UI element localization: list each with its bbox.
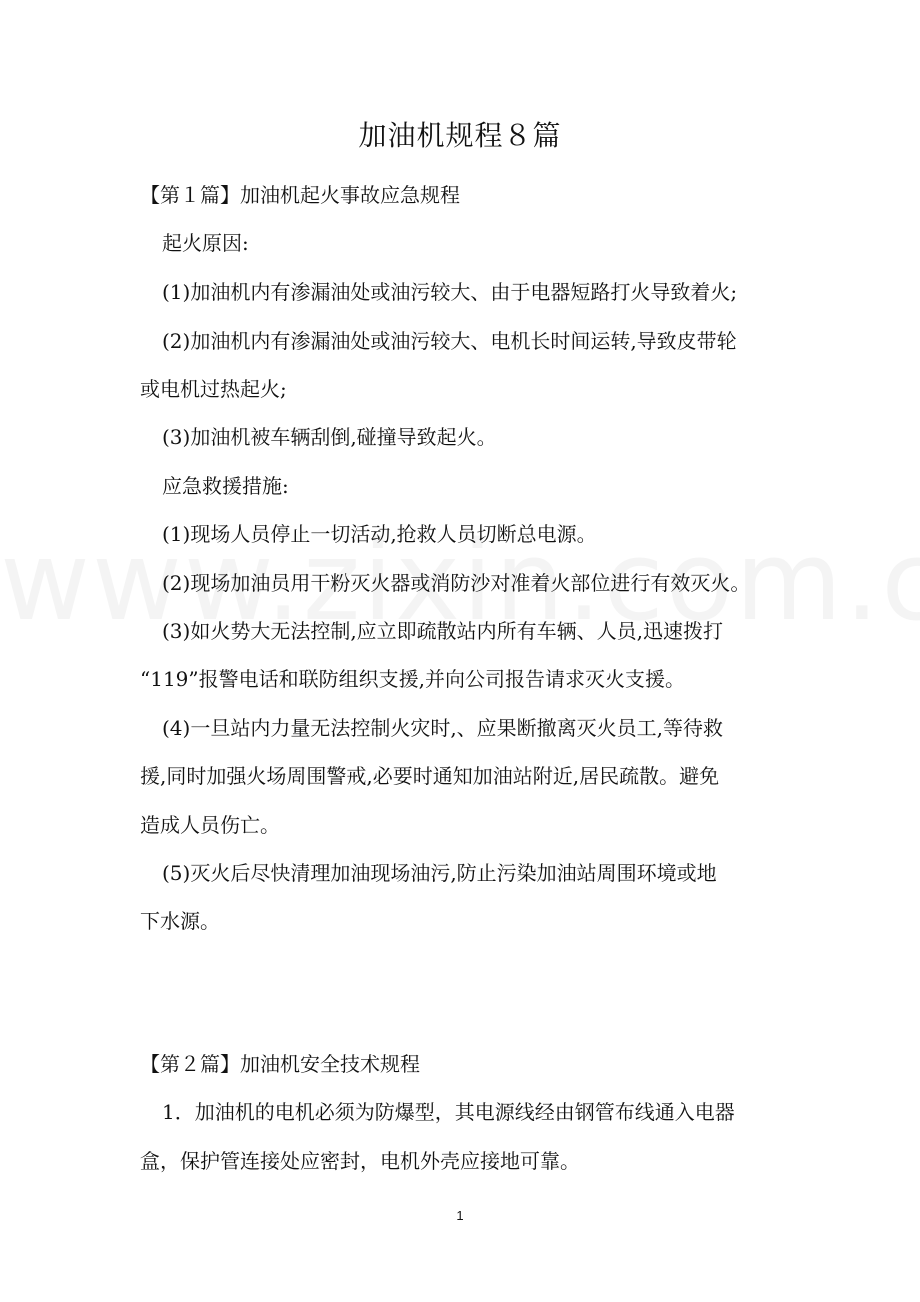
- paragraph-line: (5)灭火后尽快清理加油现场油污,防止污染加油站周围环境或地: [162, 861, 717, 885]
- document-title: 加油机规程８篇: [358, 119, 562, 152]
- paragraph-line: 援,同时加强火场周围警戒,必要时通知加油站附近,居民疏散。避免: [140, 764, 720, 788]
- paragraph-line: (1)现场人员停止一切活动,抢救人员切断总电源。: [162, 522, 597, 546]
- paragraph-line: (4)一旦站内力量无法控制火灾时,、应果断撤离灭火员工,等待救: [162, 716, 724, 740]
- paragraph-line: (3)如火势大无法控制,应立即疏散站内所有车辆、人员,迅速拨打: [162, 619, 724, 643]
- paragraph-line: (3)加油机被车辆刮倒,碰撞导致起火。: [162, 425, 497, 449]
- paragraph-line: (2)加油机内有渗漏油处或油污较大、电机长时间运转,导致皮带轮: [162, 329, 737, 353]
- paragraph-line: 盒，保护管连接处应密封，电机外壳应接地可靠。: [140, 1149, 580, 1173]
- paragraph-line: 1．加油机的电机必须为防爆型，其电源线经由钢管布线通入电器: [162, 1100, 735, 1124]
- paragraph-line: 下水源。: [140, 909, 220, 933]
- paragraph-line: 应急救援措施:: [162, 474, 289, 498]
- paragraph-line: 或电机过热起火;: [140, 377, 287, 401]
- paragraph-line: “119”报警电话和联防组织支援,并向公司报告请求灭火支援。: [140, 667, 685, 691]
- paragraph-line: (1)加油机内有渗漏油处或油污较大、由于电器短路打火导致着火;: [162, 280, 738, 304]
- page-number: 1: [456, 1208, 464, 1223]
- section-heading-2: 【第２篇】加油机安全技术规程: [140, 1052, 420, 1076]
- paragraph-line: 造成人员伤亡。: [140, 813, 280, 837]
- section-heading-1: 【第１篇】加油机起火事故应急规程: [140, 183, 460, 207]
- paragraph-line: (2)现场加油员用干粉灭火器或消防沙对准着火部位进行有效灭火。: [162, 571, 751, 595]
- paragraph-line: 起火原因:: [162, 231, 249, 255]
